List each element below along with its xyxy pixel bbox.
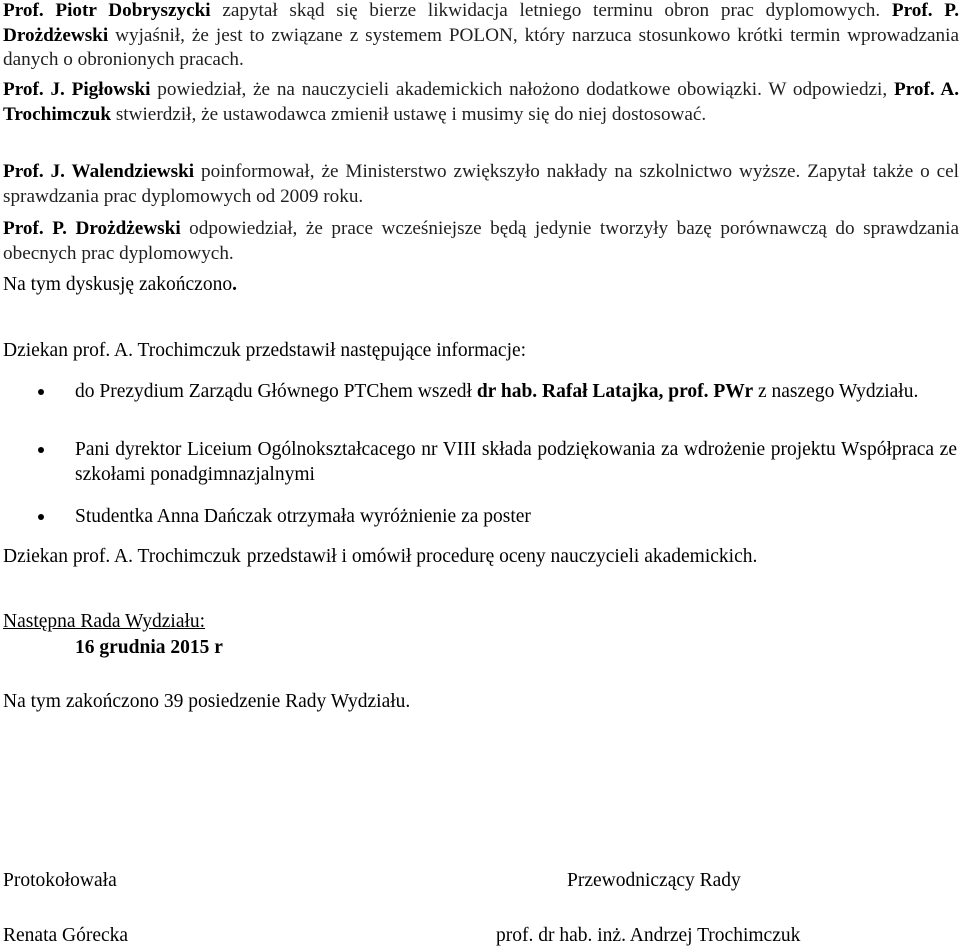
closing-period: . — [232, 274, 237, 295]
announcements-intro: Dziekan prof. A. Trochimczuk przedstawił następujące informacje: — [3, 340, 527, 361]
procedure-note: Dziekan prof. A. Trochimczuk przedstawił i omówił procedurę oceny nauczycieli akademickich. — [3, 546, 758, 567]
paragraph-text: odpowiedział, że prace wcześniejsze będą jedynie tworzyły bazę porównawczą do sprawdzania obecnych prac dyplomowych. — [3, 218, 959, 264]
person-name: dr hab. Rafał Latajka, prof. PWr — [476, 381, 754, 402]
chair-role: Przewodniczący Rady — [567, 870, 741, 891]
speaker-name: Prof. P. Drożdżewski — [3, 0, 959, 46]
meeting-end-note: Na tym zakończono 39 posiedzenie Rady Wydziału. — [3, 691, 411, 712]
paragraph-text: poinformował, że Ministerstwo zwiększyło nakłady na szkolnictwo wyższe. Zapytał także o cel sprawdzania prac dyplomowych od 2009 roku. — [3, 161, 959, 207]
announcement-text: do Prezydium Zarządu Głównego PTChem wszedł dr hab. Rafał Latajka, prof. PWr z naszego Wydziału. — [75, 381, 919, 402]
closing-text: Na tym dyskusję zakończono — [3, 274, 233, 295]
speaker-name: Prof. J. Walendziewski — [3, 161, 195, 182]
chair-name: prof. dr hab. inż. Andrzej Trochimczuk — [496, 925, 801, 946]
next-meeting-date: 16 grudnia 2015 r — [75, 637, 223, 658]
discussion-paragraph-1 — [3, 0, 959, 73]
next-meeting-label: Następna Rada Wydziału: — [3, 611, 206, 632]
bullet-icon — [38, 514, 44, 520]
speaker-name: Prof. Piotr Dobryszycki — [3, 0, 211, 21]
discussion-paragraph-2 — [3, 78, 959, 127]
recorder-name: Renata Górecka — [3, 925, 129, 946]
announcement-text: Pani dyrektor Liceium Ogólnokształcacego nr VIII składa podziękowania za wdrożenie projektu Współpraca ze szkołami ponadgimnazjalnymi — [75, 439, 957, 485]
recorder-role: Protokołowała — [3, 870, 117, 891]
bullet-icon — [38, 389, 44, 395]
speaker-name: Prof. P. Drożdżewski — [3, 218, 181, 239]
bullet-icon — [38, 447, 44, 453]
discussion-closing — [3, 273, 237, 298]
paragraph-text: zapytał skąd się bierze likwidacja letniego terminu obron prac dyplomowych. — [210, 0, 892, 21]
paragraph-text: powiedział, że na nauczycieli akademickich nałożono dodatkowe obowiązki. W odpowiedzi, — [150, 79, 894, 100]
discussion-paragraph-4 — [3, 217, 959, 266]
paragraph-text: wyjaśnił, że jest to związane z systemem POLON, który narzuca stosunkowo krótki termin wprowadzania danych o obronionych pracach. — [3, 24, 959, 70]
discussion-paragraph-3 — [3, 160, 959, 209]
speaker-name: Prof. A. Trochimczuk — [3, 79, 960, 125]
paragraph-text: stwierdził, że ustawodawca zmienił ustawę i musimy się do niej dostosować. — [111, 103, 707, 125]
speaker-name: Prof. J. Pigłowski — [3, 79, 151, 100]
announcement-text: Studentka Anna Dańczak otrzymała wyróżnienie za poster — [75, 506, 531, 527]
